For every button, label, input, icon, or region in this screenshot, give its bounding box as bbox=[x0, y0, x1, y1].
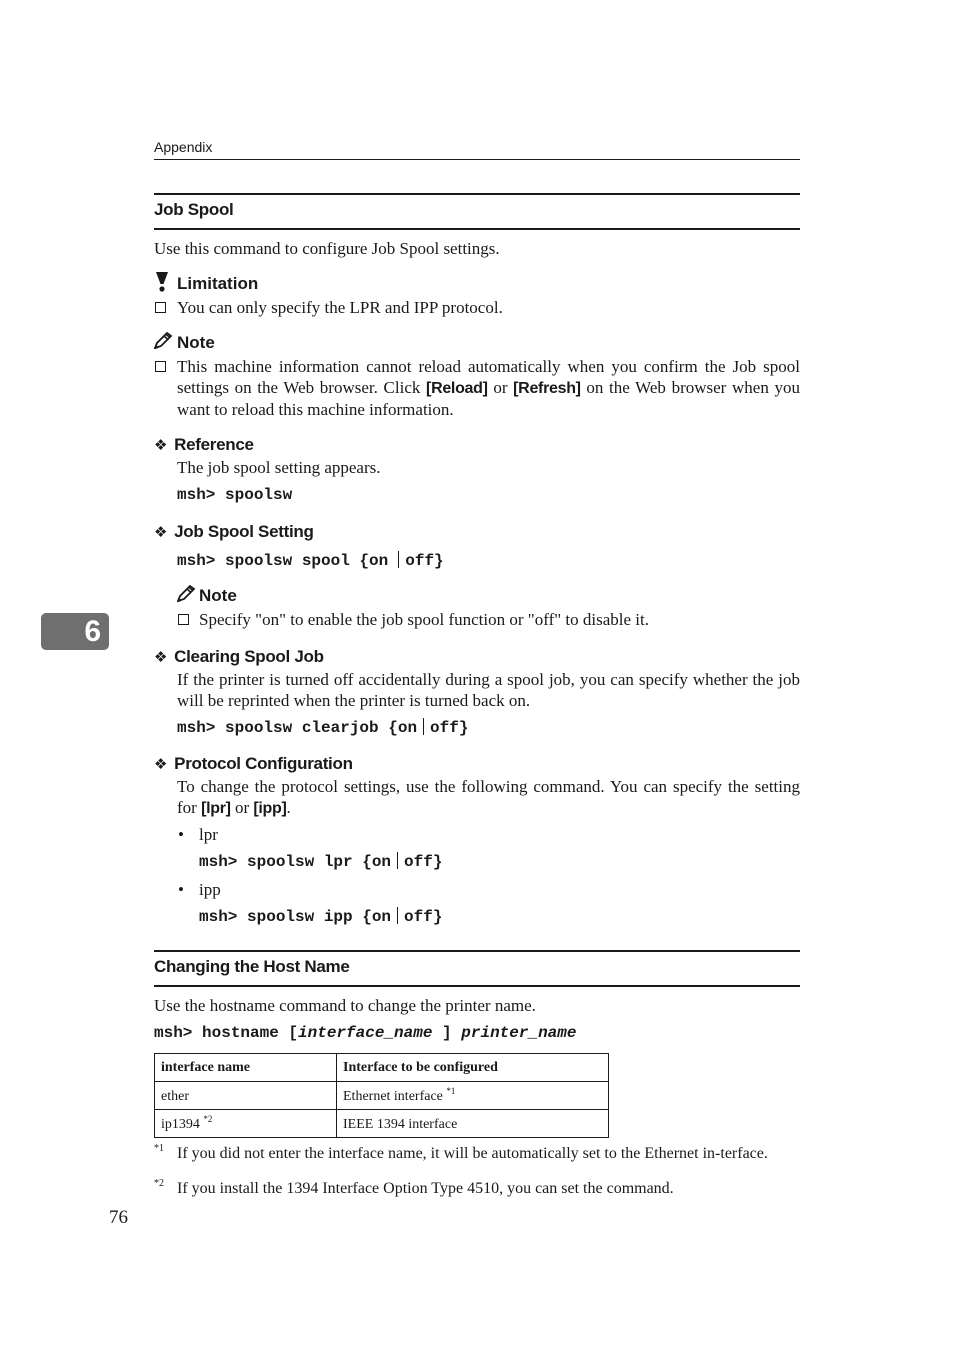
reference-text: The job spool setting appears. bbox=[177, 458, 381, 477]
limitation-title: Limitation bbox=[177, 274, 259, 293]
section-heading-host-name: Changing the Host Name bbox=[154, 957, 350, 976]
diamond-bullet-icon: ❖ bbox=[154, 437, 168, 454]
footnote-mark: *2 bbox=[154, 1178, 164, 1189]
checkbox-bullet-icon bbox=[178, 614, 189, 625]
table-header-row bbox=[155, 1054, 609, 1082]
clearing-spool-job-heading: ❖ Clearing Spool Job bbox=[154, 647, 324, 666]
diamond-bullet-icon: ❖ bbox=[154, 524, 168, 541]
section-top-rule bbox=[154, 193, 800, 195]
bullet-icon: • bbox=[178, 825, 184, 844]
hostname-command: msh> hostname [interface_name ] printer_name bbox=[154, 1024, 577, 1042]
page-number: 76 bbox=[109, 1207, 128, 1228]
table-row bbox=[155, 1110, 609, 1138]
checkbox-bullet-icon bbox=[155, 361, 166, 372]
setting-note-item: Specify "on" to enable the job spool function or "off" to disable it. bbox=[199, 610, 650, 629]
limitation-item: You can only specify the LPR and IPP protocol. bbox=[177, 298, 503, 317]
chapter-tab: 6 bbox=[41, 613, 109, 650]
note-text: This machine information cannot reload automatically when you confirm the Job spool settings on the Web browser. Click [Reload] or [Refresh] on the Web browser when you want to reload this machine information. bbox=[177, 357, 800, 419]
table-header-cell: interface name bbox=[155, 1054, 337, 1082]
diamond-bullet-icon: ❖ bbox=[154, 756, 168, 773]
clearing-text: If the printer is turned off accidentally during a spool job, you can specify whether the job will be reprinted when the printer is turned back on. bbox=[177, 670, 800, 710]
clearing-command: msh> spoolsw clearjob {on off} bbox=[177, 719, 469, 737]
table-cell: ether bbox=[155, 1082, 337, 1110]
protocol-item-label: ipp bbox=[199, 880, 221, 899]
job-spool-setting-command: msh> spoolsw spool {on off} bbox=[177, 552, 444, 570]
running-header: Appendix bbox=[154, 139, 213, 155]
footnote-mark: *1 bbox=[154, 1143, 164, 1154]
bullet-icon: • bbox=[178, 880, 184, 899]
interface-table bbox=[154, 1053, 609, 1138]
checkbox-bullet-icon bbox=[155, 302, 166, 313]
setting-note-title: Note bbox=[199, 586, 237, 605]
note-pencil-icon bbox=[154, 332, 174, 350]
section-top-rule bbox=[154, 950, 800, 952]
section-heading-job-spool: Job Spool bbox=[154, 200, 234, 219]
protocol-text: To change the protocol settings, use the following command. You can specify the setting for [lpr] or [ipp]. bbox=[177, 777, 800, 817]
note-pencil-icon bbox=[177, 585, 197, 603]
footnote-text: If you install the 1394 Interface Option Type 4510, you can set the command. bbox=[177, 1180, 674, 1197]
limitation-icon bbox=[154, 271, 170, 293]
protocol-item-command: msh> spoolsw ipp {on off} bbox=[199, 908, 443, 926]
table-cell: IEEE 1394 interface bbox=[337, 1110, 609, 1138]
section-bottom-rule bbox=[154, 985, 800, 987]
lpr-key: [lpr] bbox=[201, 800, 231, 817]
table-row bbox=[155, 1082, 609, 1110]
diamond-bullet-icon: ❖ bbox=[154, 649, 168, 666]
table-cell: ip1394 $^{*2}$ bbox=[155, 1110, 337, 1138]
reference-command: msh> spoolsw bbox=[177, 486, 293, 504]
ipp-key: [ipp] bbox=[253, 800, 287, 817]
job-spool-setting-heading: ❖ Job Spool Setting bbox=[154, 522, 314, 541]
reference-heading: ❖ Reference bbox=[154, 435, 254, 454]
table-cell: Ethernet interface $^{*1}$ bbox=[337, 1082, 609, 1110]
job-spool-intro: Use this command to configure Job Spool settings. bbox=[154, 239, 500, 258]
refresh-key: [Refresh] bbox=[513, 380, 581, 397]
footnote-text: If you did not enter the interface name, it will be automatically set to the Ethernet in-terface. bbox=[177, 1145, 768, 1162]
protocol-configuration-heading: ❖ Protocol Configuration bbox=[154, 754, 353, 773]
protocol-item-label: lpr bbox=[199, 825, 218, 844]
reload-key: [Reload] bbox=[426, 380, 488, 397]
section-bottom-rule bbox=[154, 228, 800, 230]
note-title: Note bbox=[177, 333, 215, 352]
table-header-cell: Interface to be configured bbox=[337, 1054, 609, 1082]
host-name-intro: Use the hostname command to change the printer name. bbox=[154, 996, 536, 1015]
protocol-item-command: msh> spoolsw lpr {on off} bbox=[199, 853, 443, 871]
header-rule bbox=[154, 159, 800, 160]
